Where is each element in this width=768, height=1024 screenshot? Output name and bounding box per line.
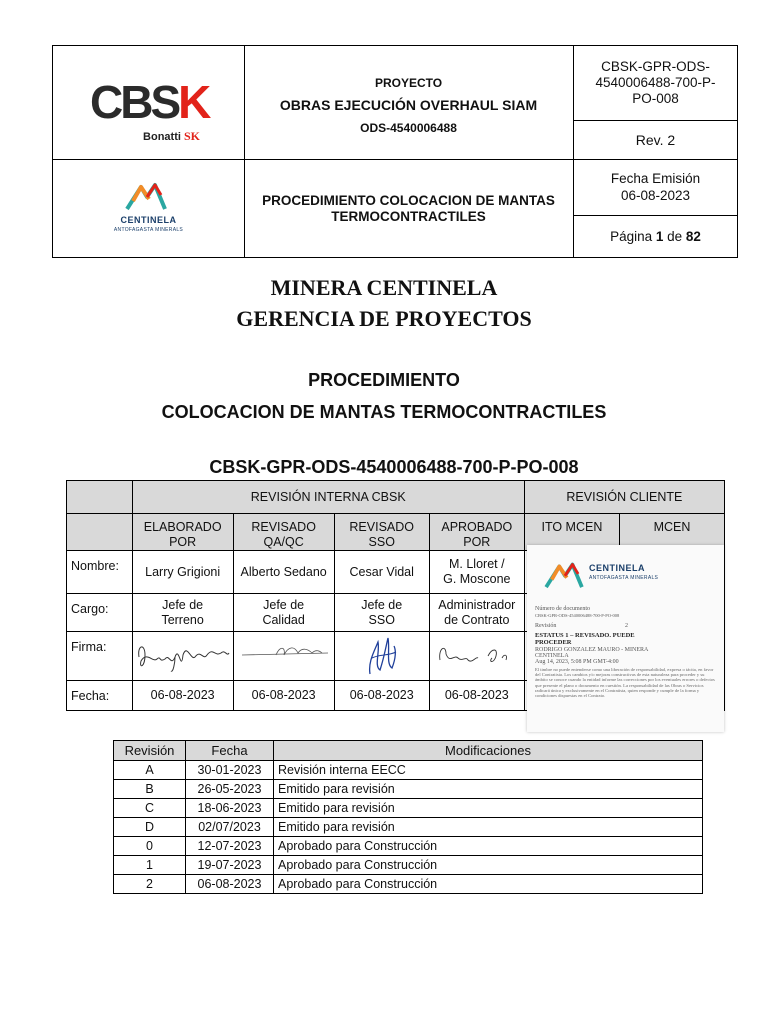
stamp-status-line-1: ESTATUS 1 – REVISADO. PUEDE <box>535 632 635 639</box>
corner-cell-2 <box>67 514 133 551</box>
document-code-title: CBSK-GPR-ODS-4540006488-700-P-PO-008 <box>209 457 579 477</box>
centinela-logo-icon <box>543 557 585 589</box>
stamp-reviewer-line-2: CENTINELA <box>535 653 569 659</box>
row-label-signature: Firma: <box>67 632 133 681</box>
name-elaborado: Larry Grigioni <box>132 551 233 594</box>
page-number: Página 1 de 82 <box>610 228 701 244</box>
emission-label: Fecha Emisión <box>610 170 701 186</box>
procedure-title-line-1: PROCEDIMIENTO COLOCACION DE MANTAS <box>262 192 555 208</box>
revision-date: 30-01-2023 <box>186 761 274 780</box>
signature-icon <box>236 633 332 675</box>
signature-revisado-sso <box>334 632 429 681</box>
document-code-line-1: CBSK-GPR-ODS- <box>601 59 710 74</box>
procedure-title-line-2: TERMOCONTRACTILES <box>331 208 486 224</box>
revision-description: Emitido para revisión <box>274 780 703 799</box>
centinela-logo-name: CENTINELA <box>120 215 177 225</box>
stamp-disclaimer: El timbre no puede entenderse como una liberación de responsabilidad, expresa o tácita, en favor del Contratista. Los cambios y/o mejoras constructivas de esta naturaleza para proceder y su ámbito se conoce cuando la entidad informe las correcciones por los eventuales errores o defectos que presente el plano o documento en cuestión. La responsabilidad de las Obras o Servicios radicará única y exclusivamente en el Contratista, quien responde y cumple de la forma y condiciones dispuestas en el Contrato. <box>535 667 715 699</box>
revisions-header-modifications: Modificaciones <box>274 741 703 761</box>
column-header-revisado-qaqc: REVISADO QA/QC <box>233 514 334 551</box>
emission-date-cell <box>573 159 738 215</box>
role-revisado-sso: Jefe de SSO <box>334 594 429 632</box>
revision-date: 18-06-2023 <box>186 799 274 818</box>
row-label-role: Cargo: <box>67 594 133 632</box>
revision-date: 19-07-2023 <box>186 856 274 875</box>
revisions-header-revision: Revisión <box>114 741 186 761</box>
column-header-ito-mcen: ITO MCEN <box>524 514 619 551</box>
signature-icon <box>352 632 412 676</box>
emission-date: 06-08-2023 <box>620 187 691 203</box>
signature-elaborado <box>132 632 233 681</box>
revision-code: 1 <box>114 856 186 875</box>
stamp-reviewed-at: Aug 14, 2023, 5:08 PM GMT-4:00 <box>535 659 619 665</box>
signature-icon <box>432 634 522 674</box>
date-revisado-qaqc: 06-08-2023 <box>233 681 334 711</box>
revision-description: Emitido para revisión <box>274 799 703 818</box>
project-ods: ODS-4540006488 <box>360 121 457 135</box>
revisions-header-date: Fecha <box>186 741 274 761</box>
signature-aprobado <box>429 632 524 681</box>
document-code-cell <box>573 46 738 120</box>
department-title: GERENCIA DE PROYECTOS <box>236 306 532 331</box>
stamp-brand-name: CENTINELA <box>589 563 645 573</box>
name-revisado-qaqc: Alberto Sedano <box>233 551 334 594</box>
revision-description: Emitido para revisión <box>274 818 703 837</box>
revision-date: 12-07-2023 <box>186 837 274 856</box>
stamp-brand-sub: ANTOFAGASTA MINERALS <box>589 575 659 581</box>
document-name-title: COLOCACION DE MANTAS TERMOCONTRACTILES <box>161 402 607 422</box>
revision-date: 26-05-2023 <box>186 780 274 799</box>
signature-revisado-qaqc <box>233 632 334 681</box>
role-elaborado: Jefe de Terreno <box>132 594 233 632</box>
column-header-mcen: MCEN <box>620 514 725 551</box>
project-name: OBRAS EJECUCIÓN OVERHAUL SIAM <box>279 97 538 113</box>
cbsk-logo-text: CBSK <box>90 76 209 128</box>
revision-number: Rev. 2 <box>635 131 676 148</box>
signature-icon <box>135 633 231 675</box>
procedure-title-cell <box>244 159 573 258</box>
name-aprobado: M. Lloret / G. Moscone <box>429 551 524 594</box>
revision-cell <box>573 120 738 159</box>
row-label-name: Nombre: <box>67 551 133 594</box>
revision-code: D <box>114 818 186 837</box>
revision-code: 2 <box>114 875 186 894</box>
table-row <box>114 875 703 894</box>
role-aprobado: Administrador de Contrato <box>429 594 524 632</box>
stamp-status-line-2: PROCEDER <box>535 639 572 646</box>
stamp-doc-number-label: Número de documento <box>535 606 590 612</box>
centinela-logo-sub: ANTOFAGASTA MINERALS <box>113 227 184 233</box>
centinela-logo <box>53 159 244 258</box>
revision-date: 06-08-2023 <box>186 875 274 894</box>
table-row <box>114 837 703 856</box>
column-header-aprobado: APROBADO POR <box>429 514 524 551</box>
revision-description: Aprobado para Construcción <box>274 875 703 894</box>
corner-cell <box>67 481 133 514</box>
revision-description: Aprobado para Construcción <box>274 856 703 875</box>
document-code-line-2: 4540006488-700-P- <box>595 75 716 90</box>
revision-code: A <box>114 761 186 780</box>
revision-code: C <box>114 799 186 818</box>
column-header-revisado-sso: REVISADO SSO <box>334 514 429 551</box>
revision-code: B <box>114 780 186 799</box>
stamp-reviewer-line-1: RODRIGO GONZALEZ MAURO - MINERA <box>535 647 649 653</box>
cbsk-logo <box>53 46 244 159</box>
stamp-revision: Revisión 2 <box>535 623 628 629</box>
row-label-date: Fecha: <box>67 681 133 711</box>
project-label: PROYECTO <box>374 76 443 90</box>
revisions-table <box>113 740 703 894</box>
date-elaborado: 06-08-2023 <box>132 681 233 711</box>
role-revisado-qaqc: Jefe de Calidad <box>233 594 334 632</box>
revision-date: 02/07/2023 <box>186 818 274 837</box>
document-header <box>52 45 738 258</box>
revision-description: Aprobado para Construcción <box>274 837 703 856</box>
date-aprobado: 06-08-2023 <box>429 681 524 711</box>
revision-description: Revisión interna EECC <box>274 761 703 780</box>
date-revisado-sso: 06-08-2023 <box>334 681 429 711</box>
page-number-cell <box>573 215 738 258</box>
table-row <box>114 856 703 875</box>
table-row <box>114 761 703 780</box>
project-cell <box>244 46 573 159</box>
company-title: MINERA CENTINELA <box>270 275 498 300</box>
document-code-line-3: PO-008 <box>632 91 679 106</box>
client-review-header: REVISIÓN CLIENTE <box>524 481 724 514</box>
client-approval-stamp <box>527 545 724 732</box>
revision-code: 0 <box>114 837 186 856</box>
document-type-title: PROCEDIMIENTO <box>308 370 460 390</box>
column-header-elaborado: ELABORADO POR <box>132 514 233 551</box>
table-row <box>114 799 703 818</box>
table-row <box>114 818 703 837</box>
internal-review-header: REVISIÓN INTERNA CBSK <box>132 481 524 514</box>
name-revisado-sso: Cesar Vidal <box>334 551 429 594</box>
bonatti-sk-text: Bonatti SK <box>143 129 200 143</box>
table-row <box>114 780 703 799</box>
stamp-doc-number: CBSK-GPR-ODS-4540006488-700-P-PO-008 <box>535 613 620 618</box>
centinela-logo-icon <box>125 177 167 211</box>
